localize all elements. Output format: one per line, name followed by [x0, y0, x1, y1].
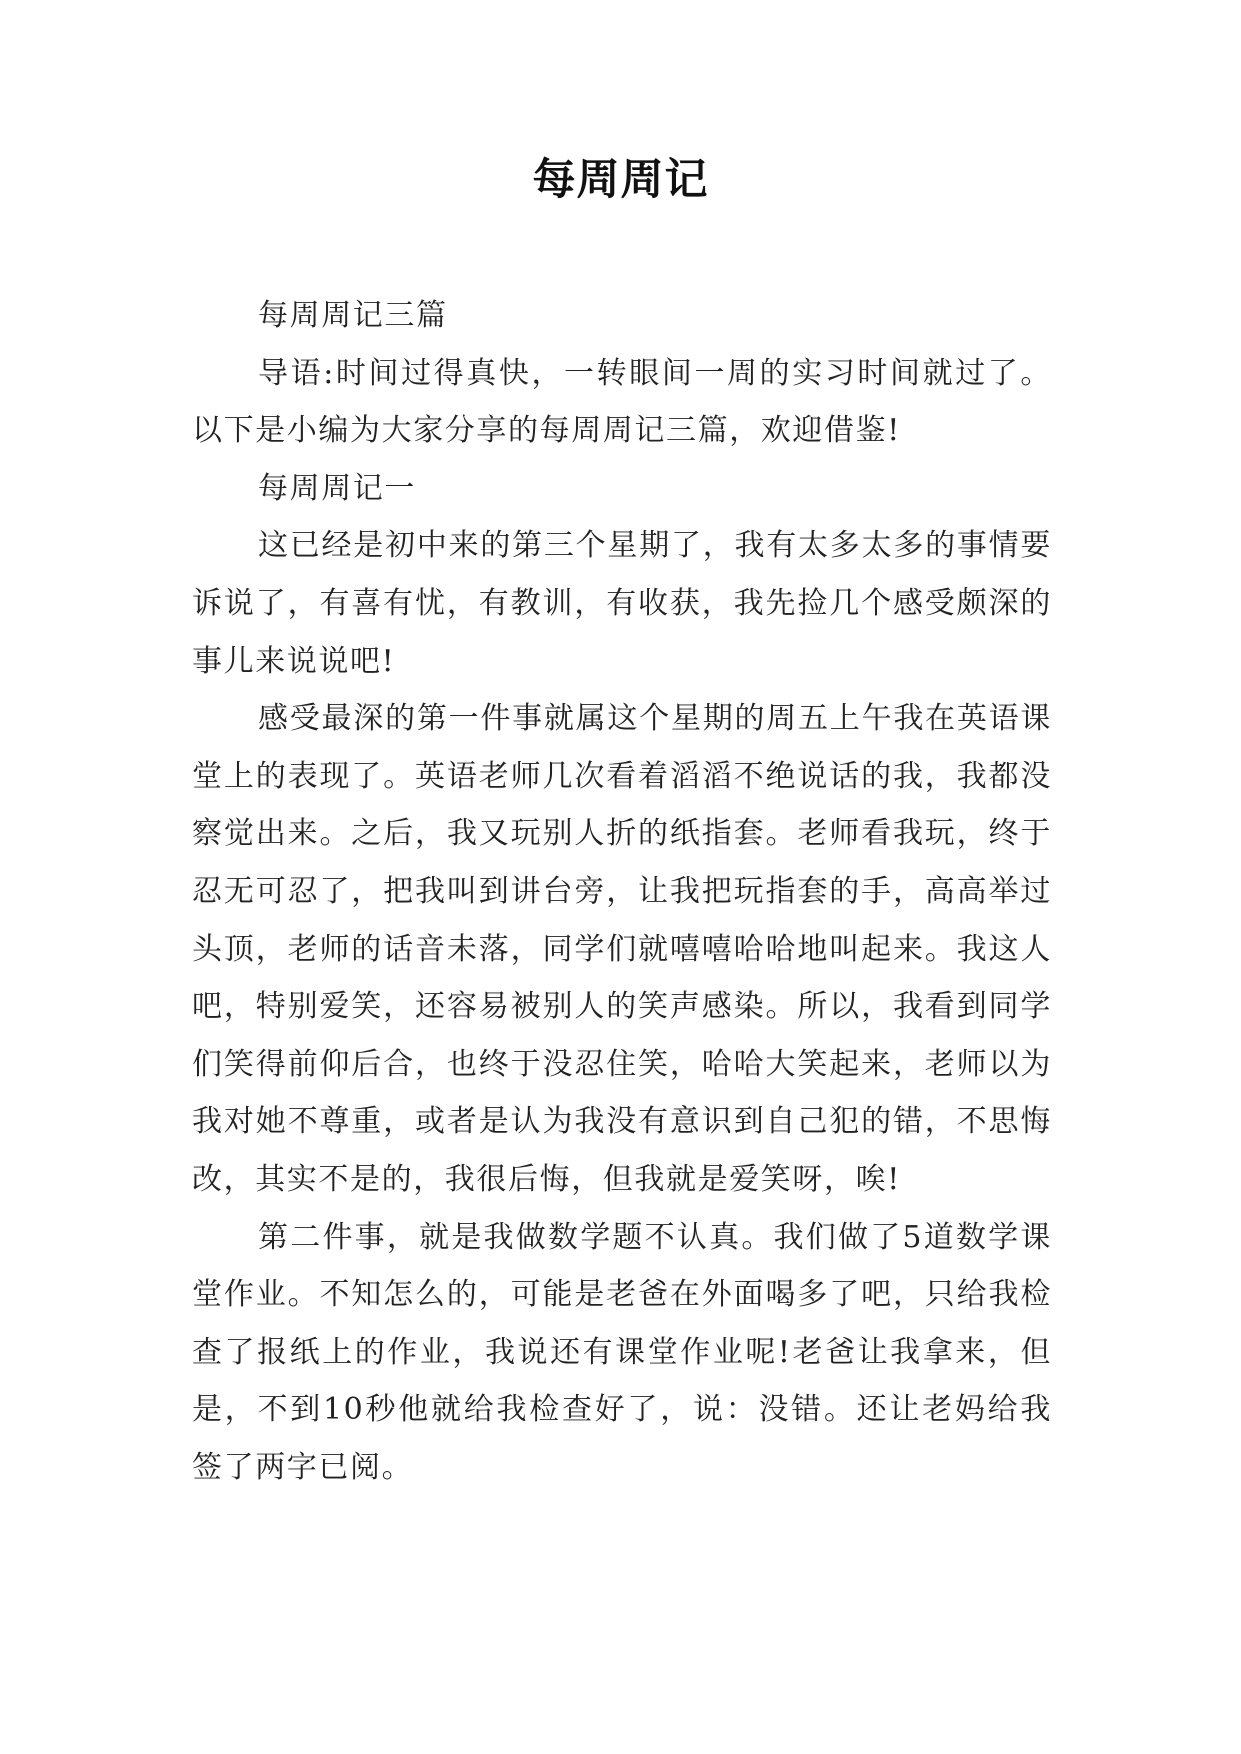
document-body	[192, 287, 1052, 1496]
paragraph-opening: 这已经是初中来的第三个星期了，我有太多太多的事情要诉说了，有喜有忧，有教训，有收获，我先捡几个感受颇深的事儿来说说吧!	[192, 528, 1052, 679]
paragraph-second-event: 第二件事，就是我做数学题不认真。我们做了5道数学课堂作业。不知怎么的，可能是老爸在外面喝多了吧，只给我检查了报纸上的作业，我说还有课堂作业呢!老爸让我拿来，但是，不到10秒他就给我检查好了，说：没错。还让老妈给我签了两字已阅。	[192, 1219, 1052, 1485]
paragraph-first-event: 感受最深的第一件事就属这个星期的周五上午我在英语课堂上的表现了。英语老师几次看着滔滔不绝说话的我，我都没察觉出来。之后，我又玩别人折的纸指套。老师看我玩，终于忍无可忍了，把我叫到讲台旁，让我把玩指套的手，高高举过头顶，老师的话音未落，同学们就嘻嘻哈哈地叫起来。我这人吧，特别爱笑，还容易被别人的笑声感染。所以，我看到同学们笑得前仰后合，也终于没忍住笑，哈哈大笑起来，老师以为我对她不尊重，或者是认为我没有意识到自己犯的错，不思悔改，其实不是的，我很后悔，但我就是爱笑呀，唉!	[192, 701, 1052, 1197]
paragraph-intro: 导语:时间过得真快，一转眼间一周的实习时间就过了。以下是小编为大家分享的每周周记三篇，欢迎借鉴!	[192, 355, 1052, 449]
document-title: 每周周记	[532, 155, 709, 205]
paragraph-section-heading: 每周周记一	[258, 470, 416, 506]
paragraph-subtitle: 每周周记三篇	[258, 298, 448, 333]
